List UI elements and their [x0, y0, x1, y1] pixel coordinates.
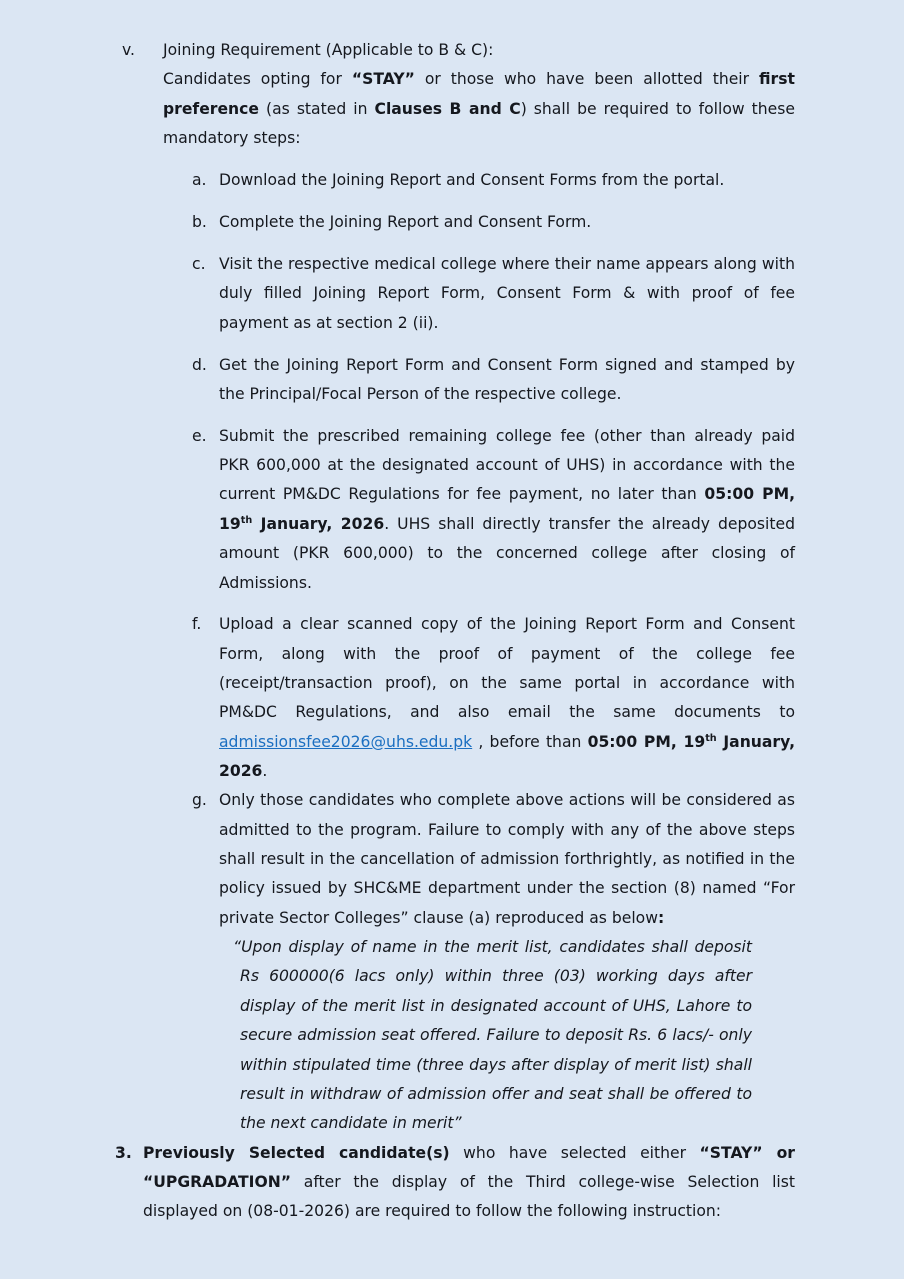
step-marker-f: f. — [192, 615, 202, 634]
step-item-e — [192, 422, 904, 598]
policy-quote — [233, 933, 752, 1138]
text-segment: . UHS shall directly transfer the already deposited amount (PKR 600,000) to the concerned college after closing of Admissions. — [219, 514, 795, 592]
text-segment: Visit the respective medical college where their name appears along with duly filled Joining Report Form, Consent Form & with proof of fee payment as at section 2 (ii). — [219, 255, 795, 332]
text-segment: : — [657, 908, 665, 927]
text-segment: Complete the Joining Report and Consent Form. — [219, 213, 592, 232]
step-marker-e: e. — [192, 426, 207, 445]
step-item-g — [192, 786, 904, 933]
step-item-b — [192, 208, 904, 237]
email-link[interactable]: admissionsfee2026@uhs.edu.pk — [219, 732, 473, 751]
step-item-a — [192, 166, 904, 195]
superscript-text: th — [705, 732, 717, 744]
step-text-b — [219, 208, 795, 237]
item-3-previously-selected — [115, 1139, 904, 1227]
item-3-text — [143, 1139, 795, 1227]
text-segment: (as stated in — [258, 99, 375, 118]
section-v-content — [163, 36, 795, 153]
step-text-d — [219, 351, 795, 410]
section-v-marker: v. — [122, 41, 135, 59]
step-item-c — [192, 250, 904, 338]
step-item-d — [192, 351, 904, 410]
step-marker-g: g. — [192, 791, 207, 810]
text-segment: 05:00 PM, 19 — [587, 732, 706, 751]
text-segment: Get the Joining Report Form and Consent Form signed and stamped by the Principal/Focal Person of the respective college. — [219, 355, 795, 403]
step-marker-a: a. — [192, 171, 207, 190]
text-segment: Download the Joining Report and Consent Forms from the portal. — [219, 171, 725, 190]
text-segment: “Upon display of name in the merit list, candidates shall deposit Rs 600000(6 lacs only) within three (03) working days after display of the merit list in designated account of UHS, Lahore to secure admission seat offered. Failure to deposit Rs. 6 lacs/- only within stipulated time (three days after display of merit list) shall result in withdraw of admission offer and seat shall be offered to the next candidate in merit” — [233, 938, 752, 1133]
text-segment: January, 2026 — [252, 514, 385, 533]
text-segment: after the display of the Third college-wise Selection list displayed on (08-01-2026) are required to follow the following instruction: — [143, 1172, 795, 1221]
step-text-f — [219, 610, 795, 786]
text-segment: Only those candidates who complete above actions will be considered as admitted to the program. Failure to comply with any of the above steps shall result in the cancellation of admission forthrightly, as notified in the policy issued by SHC&ME department under the section (8) named “For private Sector Colleges” clause (a) reproduced as below — [219, 791, 795, 927]
step-text-c — [219, 250, 795, 338]
step-text-a — [219, 166, 795, 195]
text-segment: who have selected either — [449, 1143, 700, 1162]
text-segment: Upload a clear scanned copy of the Joining Report Form and Consent Form, along with the proof of payment of the college fee (receipt/transaction proof), on the same portal in accordance with PM&DC Regulations, and also email the same documents to — [219, 615, 795, 722]
text-segment: 05:00 PM, 19 — [219, 485, 796, 533]
item-3-marker: 3. — [115, 1143, 132, 1162]
step-marker-c: c. — [192, 255, 206, 274]
text-segment: or those who have been allotted their — [414, 70, 759, 89]
joining-requirement-heading: Joining Requirement (Applicable to B & C): — [163, 41, 494, 59]
step-text-e — [219, 422, 795, 598]
text-segment: “STAY” — [351, 70, 415, 89]
step-marker-b: b. — [192, 213, 207, 232]
text-segment: January, 2026 — [219, 732, 795, 781]
joining-requirement-intro — [163, 65, 795, 153]
text-segment: Submit the prescribed remaining college fee (other than already paid PKR 600,000 at the designated account of UHS) in accordance with the current PM&DC Regulations for fee payment, no later than — [219, 426, 795, 504]
text-segment: . — [262, 762, 268, 781]
text-segment: Clauses B and C — [374, 99, 521, 118]
text-segment: “STAY” or “UPGRADATION” — [143, 1143, 795, 1191]
superscript-text: th — [240, 514, 253, 526]
text-segment: first preference — [163, 70, 795, 118]
text-segment: ) shall be required to follow these mandatory steps: — [163, 99, 795, 148]
section-joining-requirement — [122, 36, 904, 153]
text-segment: , before than — [472, 732, 588, 751]
step-item-f — [192, 610, 904, 786]
step-marker-d: d. — [192, 355, 207, 374]
text-segment: Candidates opting for — [163, 70, 352, 89]
text-segment: Previously Selected candidate(s) — [143, 1143, 450, 1162]
step-text-g — [219, 786, 795, 933]
